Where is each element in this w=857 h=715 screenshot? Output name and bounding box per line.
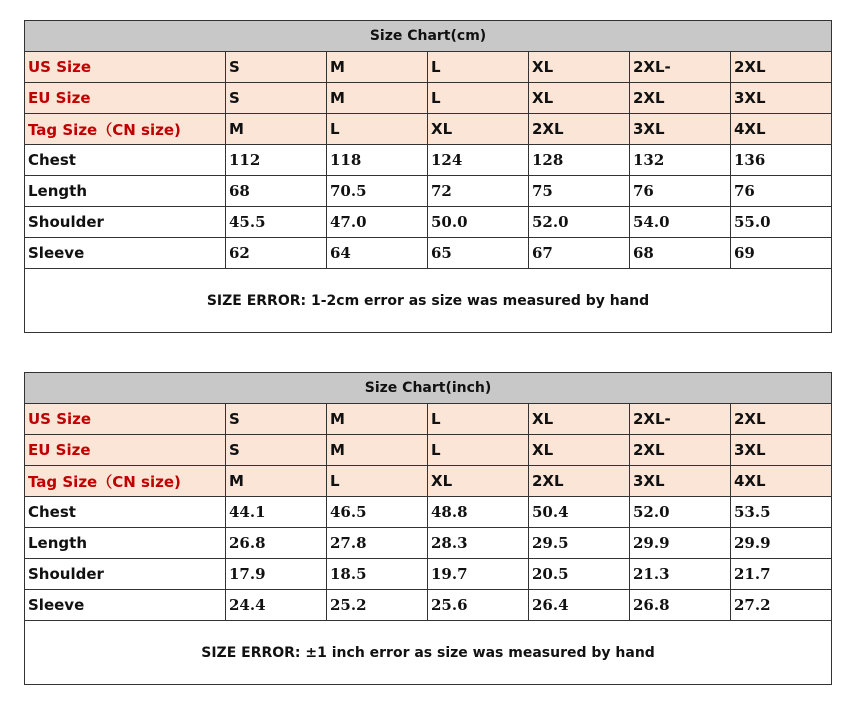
table-cell: L <box>428 83 529 114</box>
table-cell: 76 <box>630 176 731 207</box>
table-cell: 46.5 <box>327 497 428 528</box>
table-cell: 17.9 <box>226 559 327 590</box>
table-cell: XL <box>428 466 529 497</box>
table-cell: 132 <box>630 145 731 176</box>
table-cell: S <box>226 52 327 83</box>
size-row-us <box>25 52 832 83</box>
table-cell: 3XL <box>630 466 731 497</box>
row-label: EU Size <box>25 435 226 466</box>
table-cell: 2XL- <box>630 52 731 83</box>
measure-row-length <box>25 528 832 559</box>
table-cell: 68 <box>630 238 731 269</box>
table-cell: 26.8 <box>226 528 327 559</box>
table-cell: 3XL <box>731 435 832 466</box>
table-title: Size Chart(cm) <box>25 21 832 52</box>
table-cell: L <box>428 404 529 435</box>
table-cell: 18.5 <box>327 559 428 590</box>
table-cell: 25.2 <box>327 590 428 621</box>
table-cell: S <box>226 83 327 114</box>
row-label: Tag Size（CN size) <box>25 466 226 497</box>
table-cell: 2XL- <box>630 404 731 435</box>
size-chart-inch-table <box>24 372 832 685</box>
table-cell: M <box>327 435 428 466</box>
table-cell: L <box>428 52 529 83</box>
table-cell: 27.2 <box>731 590 832 621</box>
table-cell: 52.0 <box>630 497 731 528</box>
table-cell: 2XL <box>731 404 832 435</box>
row-label: Length <box>25 528 226 559</box>
table-cell: L <box>327 466 428 497</box>
table-cell: 112 <box>226 145 327 176</box>
table-cell: 28.3 <box>428 528 529 559</box>
table-cell: 2XL <box>529 114 630 145</box>
row-label: Length <box>25 176 226 207</box>
table-cell: M <box>327 404 428 435</box>
row-label: Shoulder <box>25 559 226 590</box>
table-cell: 50.4 <box>529 497 630 528</box>
table-cell: 2XL <box>529 466 630 497</box>
table-cell: XL <box>529 52 630 83</box>
table-cell: 76 <box>731 176 832 207</box>
row-label: Sleeve <box>25 238 226 269</box>
row-label: US Size <box>25 404 226 435</box>
table-cell: 69 <box>731 238 832 269</box>
table-cell: 44.1 <box>226 497 327 528</box>
table-cell: 2XL <box>630 435 731 466</box>
table-cell: 54.0 <box>630 207 731 238</box>
table-cell: 2XL <box>731 52 832 83</box>
measure-row-sleeve <box>25 238 832 269</box>
measure-row-length <box>25 176 832 207</box>
size-chart-cm-table <box>24 20 832 333</box>
table-cell: 62 <box>226 238 327 269</box>
size-row-eu <box>25 435 832 466</box>
measure-row-chest <box>25 497 832 528</box>
table-cell: 4XL <box>731 466 832 497</box>
table-cell: 75 <box>529 176 630 207</box>
table-cell: 25.6 <box>428 590 529 621</box>
table-cell: 26.8 <box>630 590 731 621</box>
table-cell: 3XL <box>731 83 832 114</box>
table-cell: M <box>327 83 428 114</box>
table-cell: XL <box>428 114 529 145</box>
measure-row-chest <box>25 145 832 176</box>
table-cell: 21.3 <box>630 559 731 590</box>
table-cell: XL <box>529 83 630 114</box>
size-row-us <box>25 404 832 435</box>
table-cell: 26.4 <box>529 590 630 621</box>
table-cell: 27.8 <box>327 528 428 559</box>
row-label: Chest <box>25 497 226 528</box>
table-cell: M <box>226 466 327 497</box>
table-cell: 67 <box>529 238 630 269</box>
table-title: Size Chart(inch) <box>25 373 832 404</box>
table-cell: 68 <box>226 176 327 207</box>
table-cell: L <box>428 435 529 466</box>
row-label: Shoulder <box>25 207 226 238</box>
table-cell: 2XL <box>630 83 731 114</box>
table-cell: 128 <box>529 145 630 176</box>
size-row-tag <box>25 114 832 145</box>
table-cell: 64 <box>327 238 428 269</box>
row-label: Chest <box>25 145 226 176</box>
table-cell: 29.9 <box>731 528 832 559</box>
measure-row-sleeve <box>25 590 832 621</box>
table-cell: 50.0 <box>428 207 529 238</box>
table-cell: 29.5 <box>529 528 630 559</box>
table-cell: S <box>226 435 327 466</box>
table-cell: 20.5 <box>529 559 630 590</box>
table-cell: 65 <box>428 238 529 269</box>
table-cell: 118 <box>327 145 428 176</box>
table-cell: XL <box>529 435 630 466</box>
table-cell: 29.9 <box>630 528 731 559</box>
table-cell: 55.0 <box>731 207 832 238</box>
table-cell: 19.7 <box>428 559 529 590</box>
table-cell: 48.8 <box>428 497 529 528</box>
row-label: Sleeve <box>25 590 226 621</box>
table-cell: 3XL <box>630 114 731 145</box>
table-cell: S <box>226 404 327 435</box>
table-cell: 24.4 <box>226 590 327 621</box>
table-cell: 4XL <box>731 114 832 145</box>
size-error-note: SIZE ERROR: ±1 inch error as size was measured by hand <box>25 621 832 685</box>
table-cell: 72 <box>428 176 529 207</box>
row-label: US Size <box>25 52 226 83</box>
table-cell: XL <box>529 404 630 435</box>
table-cell: 53.5 <box>731 497 832 528</box>
table-cell: 45.5 <box>226 207 327 238</box>
table-cell: 70.5 <box>327 176 428 207</box>
table-cell: 47.0 <box>327 207 428 238</box>
measure-row-shoulder <box>25 207 832 238</box>
measure-row-shoulder <box>25 559 832 590</box>
table-cell: 21.7 <box>731 559 832 590</box>
table-cell: 136 <box>731 145 832 176</box>
table-cell: 52.0 <box>529 207 630 238</box>
size-error-note: SIZE ERROR: 1-2cm error as size was measured by hand <box>25 269 832 333</box>
size-row-tag <box>25 466 832 497</box>
table-cell: 124 <box>428 145 529 176</box>
row-label: Tag Size（CN size) <box>25 114 226 145</box>
table-cell: M <box>226 114 327 145</box>
size-row-eu <box>25 83 832 114</box>
table-cell: L <box>327 114 428 145</box>
table-cell: M <box>327 52 428 83</box>
row-label: EU Size <box>25 83 226 114</box>
